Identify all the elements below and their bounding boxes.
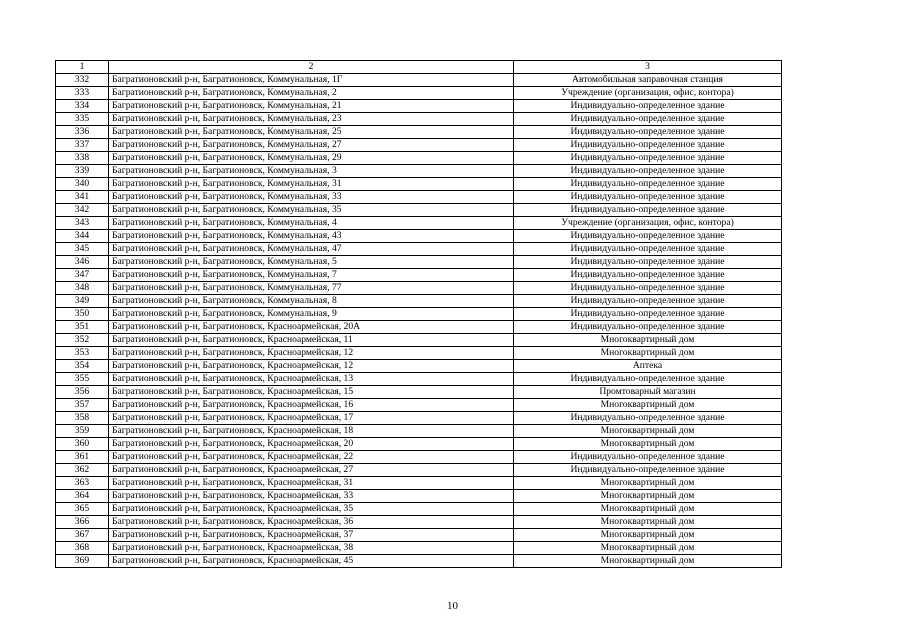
row-address: Багратионовский р-н, Багратионовск, Красноармейская, 33 [109, 490, 514, 503]
row-object-type: Индивидуально-определенное здание [514, 412, 782, 425]
header-col-1: 1 [56, 61, 109, 74]
row-object-type: Промтоварный магазин [514, 386, 782, 399]
row-address: Багратионовский р-н, Багратионовск, Коммунальная, 21 [109, 100, 514, 113]
row-address: Багратионовский р-н, Багратионовск, Коммунальная, 3 [109, 165, 514, 178]
table-row [56, 295, 782, 308]
table-row [56, 256, 782, 269]
row-number: 332 [56, 74, 109, 87]
table-header-row [56, 61, 782, 74]
row-object-type: Индивидуально-определенное здание [514, 165, 782, 178]
row-address: Багратионовский р-н, Багратионовск, Красноармейская, 11 [109, 334, 514, 347]
row-number: 335 [56, 113, 109, 126]
row-number: 347 [56, 269, 109, 282]
row-object-type: Индивидуально-определенное здание [514, 269, 782, 282]
table-row [56, 204, 782, 217]
row-number: 365 [56, 503, 109, 516]
row-object-type: Индивидуально-определенное здание [514, 152, 782, 165]
row-address: Багратионовский р-н, Багратионовск, Коммунальная, 4 [109, 217, 514, 230]
row-number: 337 [56, 139, 109, 152]
row-object-type: Многоквартирный дом [514, 347, 782, 360]
row-address: Багратионовский р-н, Багратионовск, Коммунальная, 23 [109, 113, 514, 126]
row-address: Багратионовский р-н, Багратионовск, Красноармейская, 15 [109, 386, 514, 399]
row-object-type: Индивидуально-определенное здание [514, 321, 782, 334]
row-address: Багратионовский р-н, Багратионовск, Коммунальная, 25 [109, 126, 514, 139]
row-address: Багратионовский р-н, Багратионовск, Коммунальная, 8 [109, 295, 514, 308]
table-row [56, 230, 782, 243]
header-col-2: 2 [109, 61, 514, 74]
table-row [56, 152, 782, 165]
table-row [56, 139, 782, 152]
table-row [56, 321, 782, 334]
table-body [56, 74, 782, 568]
row-number: 350 [56, 308, 109, 321]
row-address: Багратионовский р-н, Багратионовск, Красноармейская, 16 [109, 399, 514, 412]
row-number: 339 [56, 165, 109, 178]
row-address: Багратионовский р-н, Багратионовск, Красноармейская, 17 [109, 412, 514, 425]
page-number: 10 [447, 600, 458, 612]
table-row [56, 542, 782, 555]
row-address: Багратионовский р-н, Багратионовск, Коммунальная, 1Г [109, 74, 514, 87]
table-row [56, 503, 782, 516]
row-address: Багратионовский р-н, Багратионовск, Коммунальная, 9 [109, 308, 514, 321]
row-address: Багратионовский р-н, Багратионовск, Красноармейская, 27 [109, 464, 514, 477]
row-number: 348 [56, 282, 109, 295]
row-object-type: Учреждение (организация, офис, контора) [514, 217, 782, 230]
row-number: 356 [56, 386, 109, 399]
row-object-type: Индивидуально-определенное здание [514, 230, 782, 243]
row-number: 333 [56, 87, 109, 100]
row-object-type: Индивидуально-определенное здание [514, 243, 782, 256]
row-number: 349 [56, 295, 109, 308]
row-object-type: Многоквартирный дом [514, 438, 782, 451]
row-address: Багратионовский р-н, Багратионовск, Коммунальная, 7 [109, 269, 514, 282]
row-number: 352 [56, 334, 109, 347]
row-object-type: Многоквартирный дом [514, 503, 782, 516]
row-number: 343 [56, 217, 109, 230]
row-object-type: Многоквартирный дом [514, 490, 782, 503]
table-row [56, 529, 782, 542]
row-address: Багратионовский р-н, Багратионовск, Коммунальная, 43 [109, 230, 514, 243]
row-number: 359 [56, 425, 109, 438]
table-row [56, 165, 782, 178]
table-row [56, 74, 782, 87]
table-row [56, 438, 782, 451]
row-object-type: Индивидуально-определенное здание [514, 178, 782, 191]
row-object-type: Многоквартирный дом [514, 399, 782, 412]
table-row [56, 464, 782, 477]
row-address: Багратионовский р-н, Багратионовск, Коммунальная, 5 [109, 256, 514, 269]
row-object-type: Индивидуально-определенное здание [514, 282, 782, 295]
row-object-type: Многоквартирный дом [514, 334, 782, 347]
row-number: 366 [56, 516, 109, 529]
row-object-type: Индивидуально-определенное здание [514, 373, 782, 386]
row-address: Багратионовский р-н, Багратионовск, Красноармейская, 37 [109, 529, 514, 542]
table-row [56, 412, 782, 425]
row-address: Багратионовский р-н, Багратионовск, Красноармейская, 36 [109, 516, 514, 529]
row-number: 345 [56, 243, 109, 256]
table-row [56, 100, 782, 113]
row-object-type: Автомобильная заправочная станция [514, 74, 782, 87]
row-address: Багратионовский р-н, Багратионовск, Коммунальная, 47 [109, 243, 514, 256]
row-number: 357 [56, 399, 109, 412]
row-object-type: Индивидуально-определенное здание [514, 256, 782, 269]
row-address: Багратионовский р-н, Багратионовск, Красноармейская, 38 [109, 542, 514, 555]
row-object-type: Многоквартирный дом [514, 529, 782, 542]
row-address: Багратионовский р-н, Багратионовск, Красноармейская, 12 [109, 360, 514, 373]
row-number: 364 [56, 490, 109, 503]
row-number: 334 [56, 100, 109, 113]
table-row [56, 347, 782, 360]
header-col-3: 3 [514, 61, 782, 74]
row-number: 351 [56, 321, 109, 334]
row-object-type: Многоквартирный дом [514, 516, 782, 529]
table-row [56, 555, 782, 568]
table-row [56, 243, 782, 256]
row-address: Багратионовский р-н, Багратионовск, Красноармейская, 18 [109, 425, 514, 438]
row-number: 362 [56, 464, 109, 477]
row-object-type: Многоквартирный дом [514, 555, 782, 568]
row-number: 342 [56, 204, 109, 217]
row-object-type: Индивидуально-определенное здание [514, 308, 782, 321]
row-object-type: Аптека [514, 360, 782, 373]
row-number: 367 [56, 529, 109, 542]
row-object-type: Индивидуально-определенное здание [514, 113, 782, 126]
row-number: 360 [56, 438, 109, 451]
row-address: Багратионовский р-н, Багратионовск, Красноармейская, 45 [109, 555, 514, 568]
table-row [56, 451, 782, 464]
table-row [56, 178, 782, 191]
row-object-type: Учреждение (организация, офис, контора) [514, 87, 782, 100]
row-number: 344 [56, 230, 109, 243]
row-address: Багратионовский р-н, Багратионовск, Красноармейская, 13 [109, 373, 514, 386]
row-number: 363 [56, 477, 109, 490]
row-object-type: Индивидуально-определенное здание [514, 464, 782, 477]
row-object-type: Индивидуально-определенное здание [514, 451, 782, 464]
row-number: 340 [56, 178, 109, 191]
table-row [56, 373, 782, 386]
row-address: Багратионовский р-н, Багратионовск, Красноармейская, 20 [109, 438, 514, 451]
row-number: 353 [56, 347, 109, 360]
table-row [56, 399, 782, 412]
address-table [55, 60, 782, 568]
table-row [56, 425, 782, 438]
table-row [56, 308, 782, 321]
row-address: Багратионовский р-н, Багратионовск, Красноармейская, 20А [109, 321, 514, 334]
row-address: Багратионовский р-н, Багратионовск, Коммунальная, 33 [109, 191, 514, 204]
row-object-type: Индивидуально-определенное здание [514, 204, 782, 217]
row-address: Багратионовский р-н, Багратионовск, Коммунальная, 77 [109, 282, 514, 295]
table-row [56, 334, 782, 347]
table-row [56, 516, 782, 529]
row-address: Багратионовский р-н, Багратионовск, Коммунальная, 27 [109, 139, 514, 152]
row-address: Багратионовский р-н, Багратионовск, Красноармейская, 35 [109, 503, 514, 516]
row-address: Багратионовский р-н, Багратионовск, Коммунальная, 29 [109, 152, 514, 165]
row-address: Багратионовский р-н, Багратионовск, Красноармейская, 12 [109, 347, 514, 360]
row-object-type: Индивидуально-определенное здание [514, 139, 782, 152]
table-row [56, 191, 782, 204]
row-number: 361 [56, 451, 109, 464]
row-object-type: Индивидуально-определенное здание [514, 100, 782, 113]
row-number: 355 [56, 373, 109, 386]
row-address: Багратионовский р-н, Багратионовск, Коммунальная, 31 [109, 178, 514, 191]
row-number: 368 [56, 542, 109, 555]
table-row [56, 386, 782, 399]
table-row [56, 269, 782, 282]
row-address: Багратионовский р-н, Багратионовск, Коммунальная, 2 [109, 87, 514, 100]
row-object-type: Индивидуально-определенное здание [514, 191, 782, 204]
row-number: 354 [56, 360, 109, 373]
table-row [56, 113, 782, 126]
table-row [56, 126, 782, 139]
row-object-type: Многоквартирный дом [514, 477, 782, 490]
table-row [56, 490, 782, 503]
row-number: 341 [56, 191, 109, 204]
row-number: 369 [56, 555, 109, 568]
table-row [56, 217, 782, 230]
table-row [56, 477, 782, 490]
row-address: Багратионовский р-н, Багратионовск, Красноармейская, 31 [109, 477, 514, 490]
row-number: 358 [56, 412, 109, 425]
row-object-type: Многоквартирный дом [514, 425, 782, 438]
table-row [56, 87, 782, 100]
row-object-type: Многоквартирный дом [514, 542, 782, 555]
row-number: 346 [56, 256, 109, 269]
row-address: Багратионовский р-н, Багратионовск, Красноармейская, 22 [109, 451, 514, 464]
table-row [56, 360, 782, 373]
row-address: Багратионовский р-н, Багратионовск, Коммунальная, 35 [109, 204, 514, 217]
row-number: 338 [56, 152, 109, 165]
table-row [56, 282, 782, 295]
row-number: 336 [56, 126, 109, 139]
row-object-type: Индивидуально-определенное здание [514, 126, 782, 139]
row-object-type: Индивидуально-определенное здание [514, 295, 782, 308]
